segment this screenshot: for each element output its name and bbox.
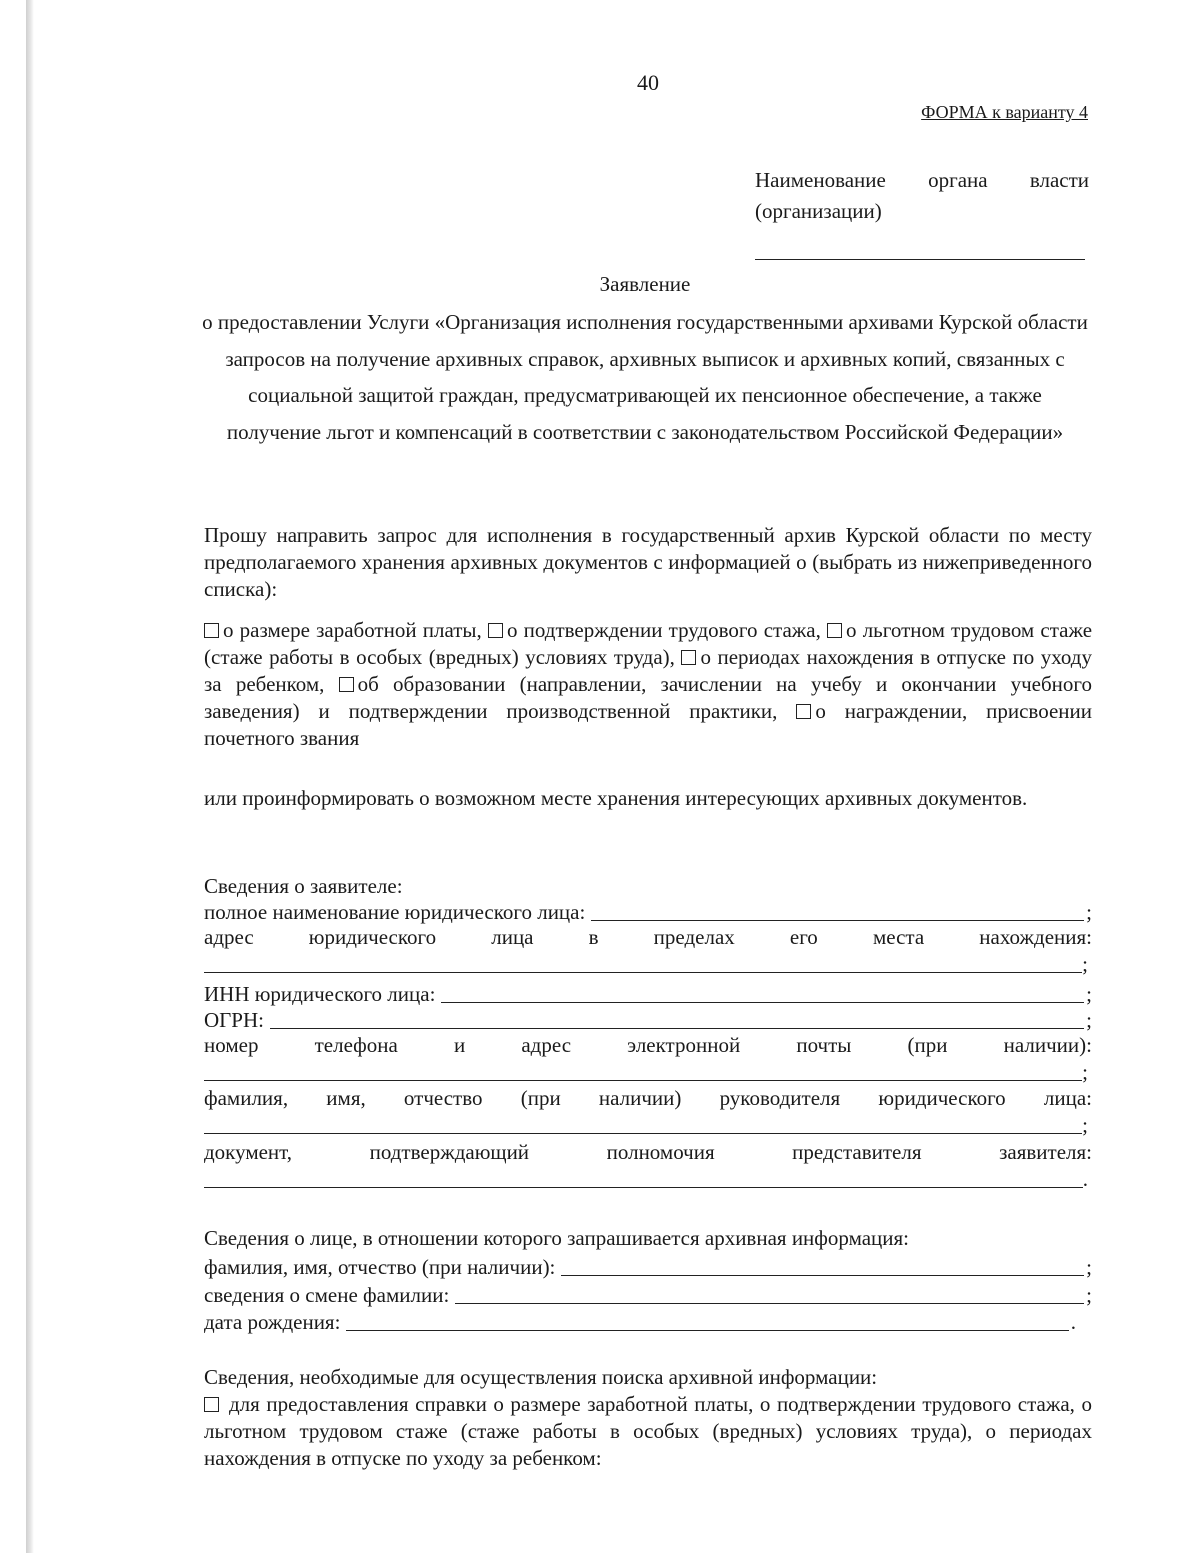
form-variant-label: ФОРМА к варианту 4 — [921, 102, 1088, 122]
field-authority-doc: . — [204, 1165, 1088, 1192]
option-parental-leave[interactable]: о периодах нахождения в отпуске по уходу за ребенком, — [204, 645, 1092, 696]
search-heading: Сведения, необходимые для осуществления поиска архивной информации: — [204, 1365, 878, 1389]
search-option-salary[interactable]: для предоставления справки о размере заработной платы, о подтверждении трудового стажа, о льготном трудовом стаже (стаже работы в особых (вредных) условиях труда), о периодах нахождения в отпуске по уходу за ребенком: — [204, 1392, 1092, 1470]
phone-email-label: номер телефона и адрес электронной почты (при наличии): — [204, 1033, 1092, 1057]
field-head-name: ; — [204, 1111, 1088, 1138]
request-paragraph: Прошу направить запрос для исполнения в государственный архив Курской области по месту предполагаемого хранения архивных документов с информацией о (выбрать из нижеприведенного списка): — [204, 523, 1092, 601]
checkbox-icon[interactable] — [204, 1397, 219, 1412]
subject-fio-input[interactable] — [561, 1275, 1084, 1276]
alt-request-paragraph: или проинформировать о возможном месте хранения интересующих архивных документов. — [204, 786, 1028, 810]
authority-doc-label: документ, подтверждающий полномочия представителя заявителя: — [204, 1140, 1092, 1164]
field-address: ; — [204, 950, 1088, 977]
info-options — [204, 617, 1092, 752]
address-input[interactable] — [204, 972, 1082, 973]
applicant-heading: Сведения о заявителе: — [204, 874, 403, 898]
checkbox-icon[interactable] — [827, 623, 842, 638]
option-work-experience[interactable]: о подтверждении трудового стажа, — [488, 618, 821, 642]
full-name-input[interactable] — [591, 920, 1084, 921]
page-number: 40 — [637, 70, 659, 95]
document-subtitle: о предоставлении Услуги «Организация исполнения государственными архивами Курской области запросов на получение архивных справок, архивных выписок и архивных копий, связанных с социальной защитой граждан, предусматривающей их пенсионное обеспечение, а также получение льгот и компенсаций в соответствии с законодательством Российской Федерации» — [202, 310, 1088, 444]
name-change-input[interactable] — [455, 1303, 1084, 1304]
phone-email-input[interactable] — [204, 1080, 1082, 1081]
checkbox-icon[interactable] — [339, 677, 354, 692]
field-full-name: полное наименование юридического лица: ; — [204, 900, 1092, 924]
checkbox-icon[interactable] — [488, 623, 503, 638]
subject-heading: Сведения о лице, в отношении которого запрашивается архивная информация: — [204, 1226, 910, 1250]
option-awards[interactable]: о награждении, присвоении почетного звания — [204, 699, 1092, 750]
authority-doc-input[interactable] — [204, 1187, 1083, 1188]
option-preferential-experience[interactable]: о льготном трудовом стаже (стаже работы в особых (вредных) условиях труда), — [204, 618, 1093, 669]
checkbox-icon[interactable] — [796, 704, 811, 719]
option-salary[interactable]: о размере заработной платы, — [204, 618, 482, 642]
option-education[interactable]: об образовании (направлении, зачислении на учебу и окончании учебного заведения) и подтверждении производственной практики, — [204, 672, 1092, 723]
field-name-change: сведения о смене фамилии: ; — [204, 1283, 1092, 1307]
checkbox-icon[interactable] — [681, 650, 696, 665]
recipient-name-sublabel: (организации) — [755, 199, 882, 223]
birth-date-input[interactable] — [346, 1330, 1068, 1331]
address-label: адрес юридического лица в пределах его места нахождения: — [204, 925, 1092, 949]
ogrn-input[interactable] — [270, 1028, 1084, 1029]
recipient-name-label: Наименование органа власти — [755, 168, 1089, 192]
scan-edge — [26, 0, 34, 1553]
field-phone-email: ; — [204, 1058, 1088, 1085]
field-inn: ИНН юридического лица: ; — [204, 982, 1092, 1006]
field-birth-date: дата рождения: . — [204, 1310, 1076, 1334]
document-title: Заявление — [599, 272, 691, 296]
field-subject-fio: фамилия, имя, отчество (при наличии): ; — [204, 1255, 1092, 1279]
head-name-label: фамилия, имя, отчество (при наличии) руководителя юридического лица: — [204, 1086, 1092, 1110]
checkbox-icon[interactable] — [204, 623, 219, 638]
inn-input[interactable] — [441, 1002, 1084, 1003]
recipient-name-field[interactable] — [755, 259, 1085, 260]
field-ogrn: ОГРН: ; — [204, 1008, 1092, 1032]
head-name-input[interactable] — [204, 1133, 1082, 1134]
